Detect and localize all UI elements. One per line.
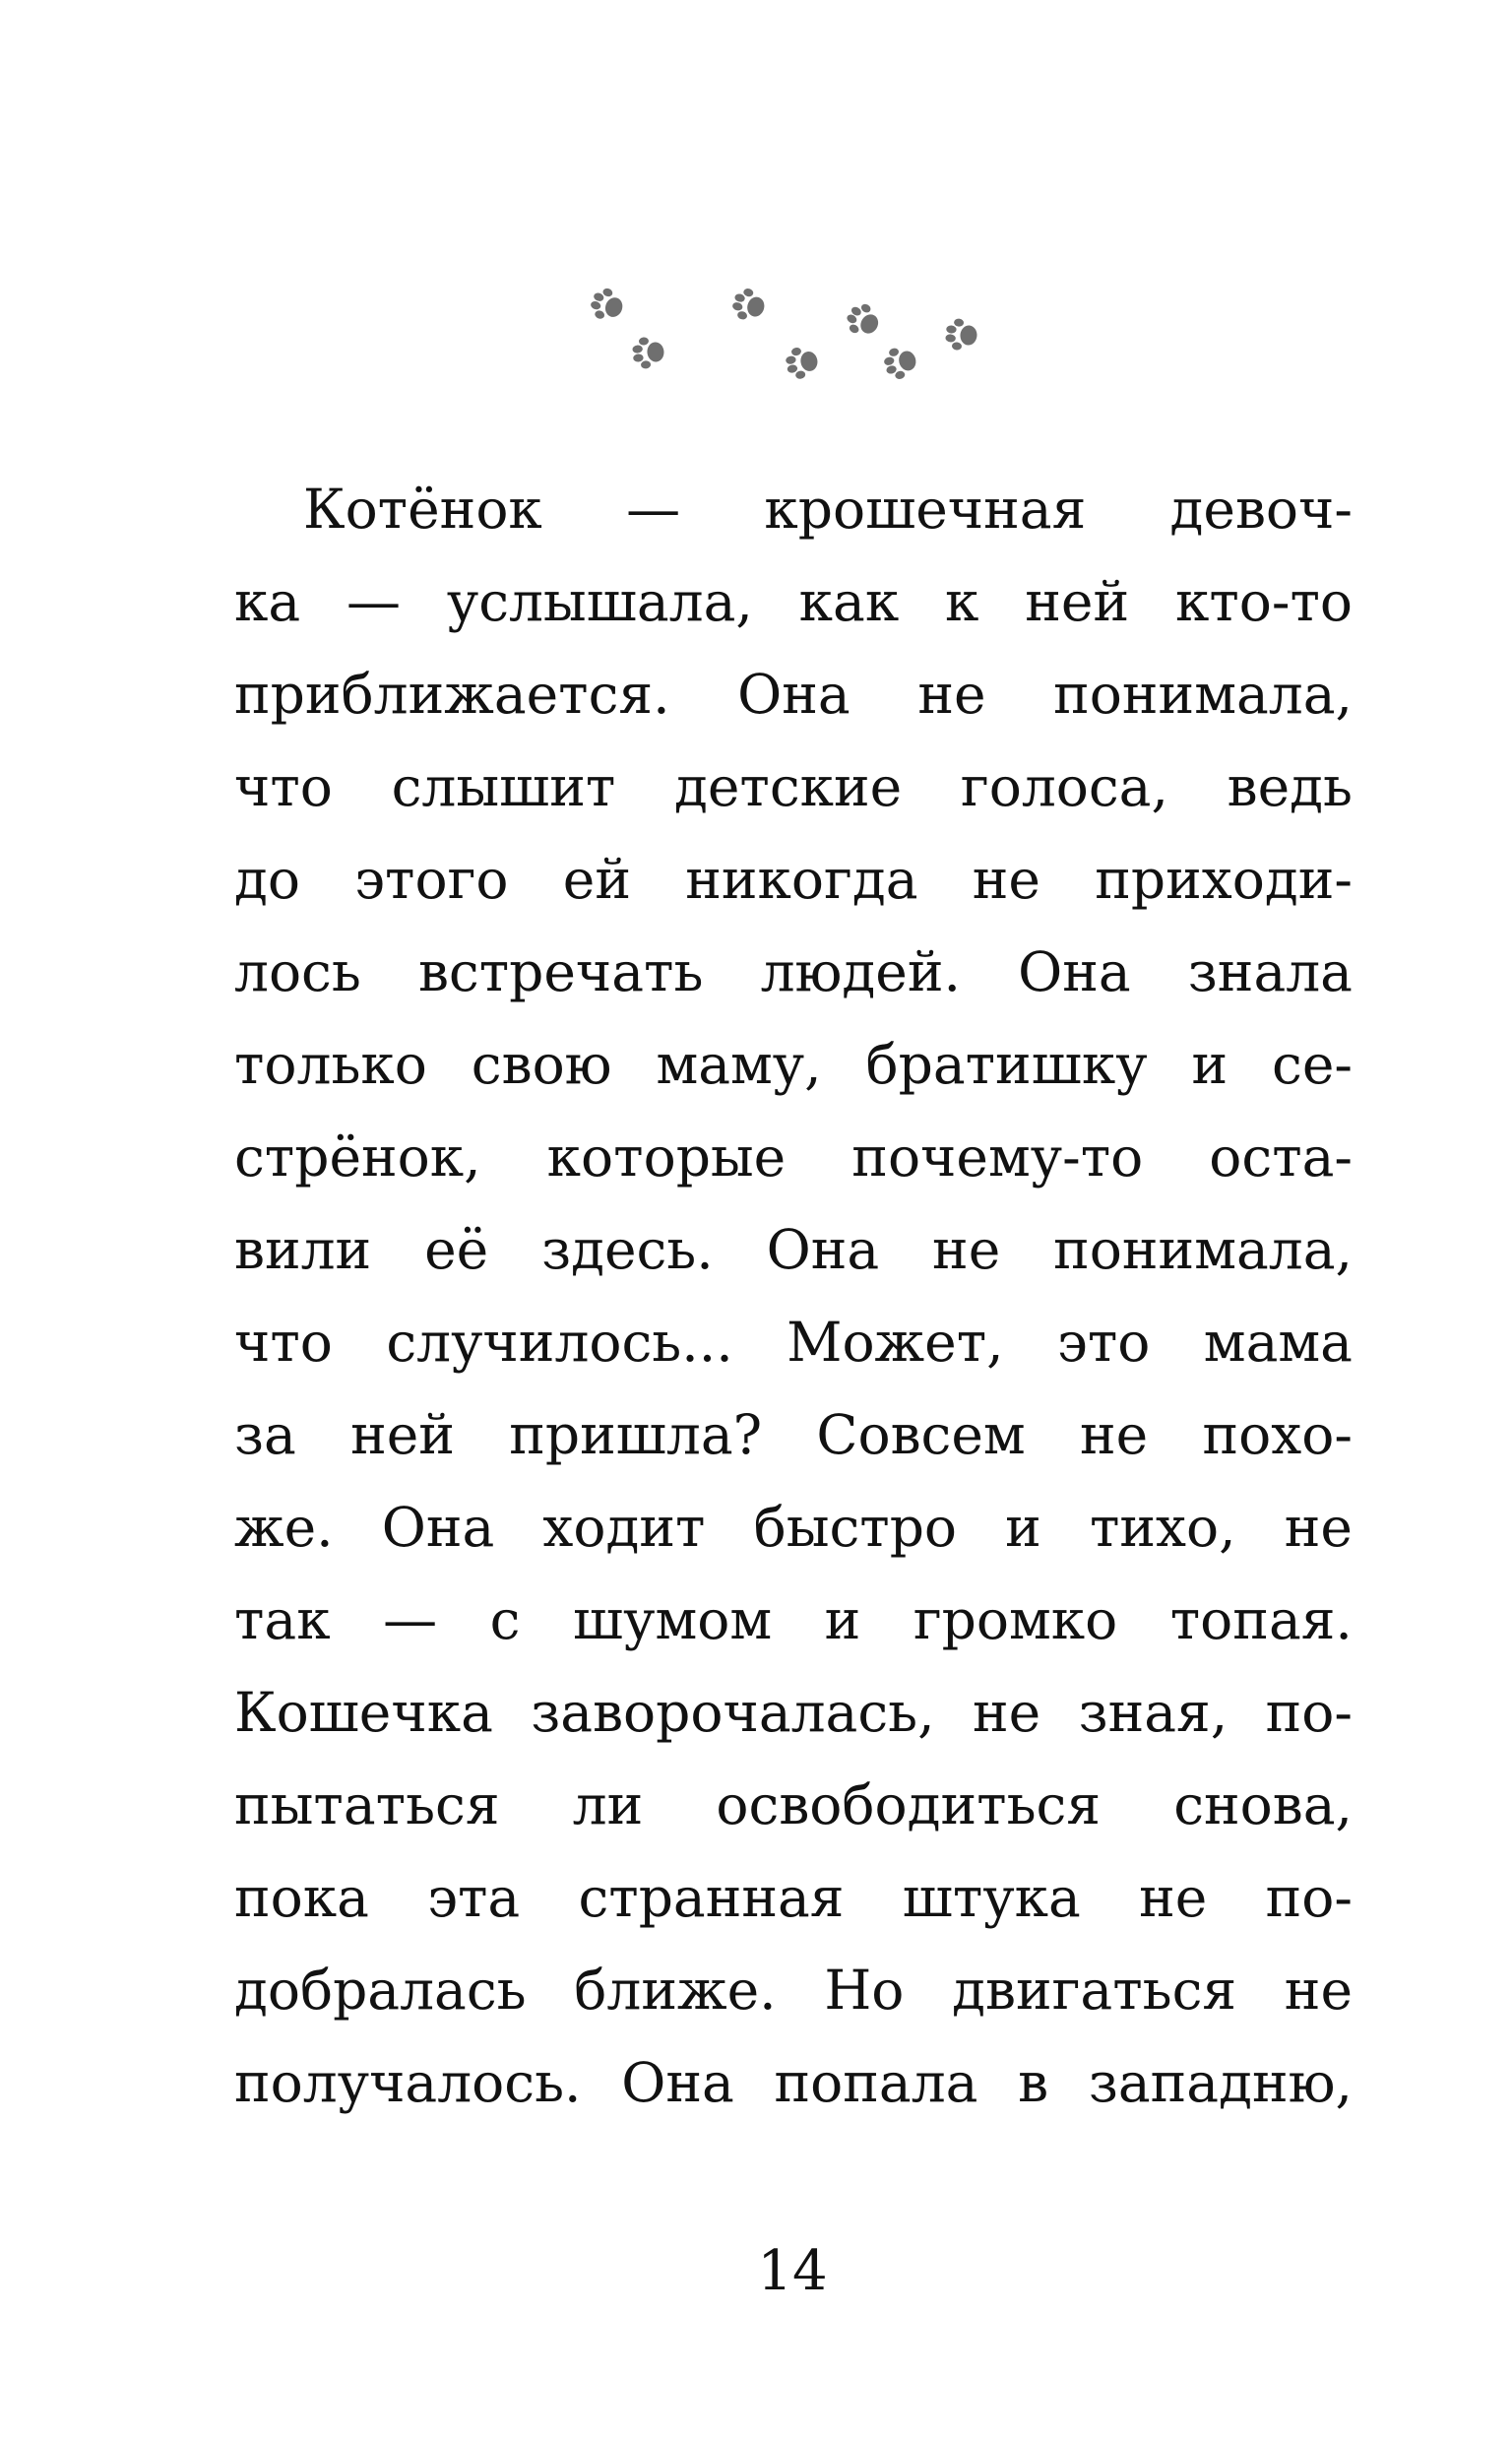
word: се- <box>1272 1033 1353 1096</box>
word: которые <box>546 1125 787 1189</box>
word: её <box>424 1218 489 1281</box>
word: голоса, <box>960 755 1168 818</box>
text-line <box>234 1296 1353 1388</box>
word: Котёнок <box>303 478 542 541</box>
word: Кошечка <box>234 1681 493 1744</box>
word: лось <box>234 940 361 1003</box>
word: Она <box>737 663 850 726</box>
word: снова, <box>1173 1773 1353 1836</box>
word: — <box>383 1588 438 1651</box>
text-line <box>234 740 1353 833</box>
paw-print-icon <box>941 313 983 355</box>
word: это <box>1057 1311 1151 1374</box>
word: ходит <box>542 1496 706 1559</box>
word: быстро <box>753 1496 958 1559</box>
page-number: 14 <box>757 2239 828 2303</box>
word: к <box>945 570 979 633</box>
word: ли <box>572 1773 644 1836</box>
word: по- <box>1265 1866 1353 1929</box>
word: заворочалась, <box>531 1681 935 1744</box>
text-line <box>234 1666 1353 1759</box>
paw-print-icon <box>838 294 892 349</box>
word: этого <box>354 848 509 911</box>
word: по- <box>1265 1681 1353 1744</box>
word: понимала, <box>1053 1218 1353 1281</box>
word: странная <box>578 1866 845 1929</box>
word: услышала, <box>446 570 753 633</box>
word: пришла? <box>509 1403 763 1466</box>
word: добралась <box>234 1959 527 2022</box>
body-text <box>234 463 1353 2129</box>
word: и <box>824 1588 861 1651</box>
word: — <box>346 570 401 633</box>
text-line <box>234 1759 1353 1851</box>
paw-print-icon <box>878 339 926 387</box>
text-line <box>234 1388 1353 1481</box>
paw-print-icon <box>628 331 670 373</box>
word: ближе. <box>574 1959 777 2022</box>
word: мама <box>1203 1311 1353 1374</box>
word: свою <box>471 1033 612 1096</box>
word: кто-то <box>1174 570 1353 633</box>
word: девоч- <box>1169 478 1353 541</box>
paw-print-icon <box>781 340 826 385</box>
word: же. <box>234 1496 334 1559</box>
word: встречать <box>417 940 704 1003</box>
word: понимала, <box>1053 663 1353 726</box>
paw-prints-ornament <box>581 286 994 404</box>
word: — <box>626 478 681 541</box>
text-line <box>234 1481 1353 1574</box>
text-line <box>234 1851 1353 1944</box>
word: как <box>798 570 900 633</box>
word: Она <box>766 1218 880 1281</box>
word: топая. <box>1169 1588 1353 1651</box>
word: не <box>917 663 986 726</box>
text-line <box>234 555 1353 648</box>
word: никогда <box>685 848 918 911</box>
word: пока <box>234 1866 369 1929</box>
word: ей <box>562 848 631 911</box>
word: что <box>234 1311 333 1374</box>
word: громко <box>913 1588 1118 1651</box>
word: здесь. <box>541 1218 714 1281</box>
word: Она <box>621 2051 734 2114</box>
paw-print-icon <box>726 282 775 330</box>
word: случилось... <box>386 1311 733 1374</box>
text-line <box>234 1018 1353 1111</box>
word: знала <box>1187 940 1353 1003</box>
text-line <box>234 1944 1353 2036</box>
word: детские <box>673 755 903 818</box>
word: вили <box>234 1218 372 1281</box>
word: получалось. <box>234 2051 582 2114</box>
word: пытаться <box>234 1773 500 1836</box>
word: людей. <box>760 940 961 1003</box>
text-line <box>234 926 1353 1018</box>
text-line <box>234 463 1353 555</box>
word: зная, <box>1078 1681 1228 1744</box>
word: Она <box>1018 940 1131 1003</box>
word: шумом <box>572 1588 773 1651</box>
word: до <box>234 848 300 911</box>
word: двигаться <box>952 1959 1237 2022</box>
text-line <box>234 2036 1353 2129</box>
word: Может, <box>787 1311 1004 1374</box>
word: штука <box>902 1866 1081 1929</box>
word: западню, <box>1088 2051 1353 2114</box>
text-line <box>234 833 1353 926</box>
word: не <box>1079 1403 1149 1466</box>
word: ней <box>1025 570 1130 633</box>
word: так <box>234 1588 331 1651</box>
word: за <box>234 1403 296 1466</box>
word: ней <box>350 1403 455 1466</box>
word: не <box>972 1681 1041 1744</box>
word: оста- <box>1209 1125 1353 1189</box>
word: в <box>1018 2051 1049 2114</box>
word: почему-то <box>851 1125 1144 1189</box>
word: Она <box>381 1496 495 1559</box>
word: эта <box>427 1866 521 1929</box>
word: братишку <box>865 1033 1148 1096</box>
word: освободиться <box>716 1773 1102 1836</box>
word: и <box>1005 1496 1041 1559</box>
word: Совсем <box>816 1403 1026 1466</box>
word: похо- <box>1202 1403 1353 1466</box>
paw-print-icon <box>583 280 633 330</box>
word: ка <box>234 570 301 633</box>
word: слышит <box>391 755 616 818</box>
word: ведь <box>1227 755 1353 818</box>
word: Но <box>824 1959 905 2022</box>
word: только <box>234 1033 427 1096</box>
word: что <box>234 755 333 818</box>
word: попала <box>774 2051 978 2114</box>
word: приближается. <box>234 663 670 726</box>
text-line <box>234 1203 1353 1296</box>
word: и <box>1191 1033 1228 1096</box>
word: не <box>1284 1496 1353 1559</box>
word: приходи- <box>1095 848 1353 911</box>
text-line <box>234 648 1353 740</box>
text-line <box>234 1574 1353 1666</box>
word: не <box>932 1218 1001 1281</box>
text-line <box>234 1111 1353 1203</box>
word: не <box>1139 1866 1208 1929</box>
word: не <box>1284 1959 1353 2022</box>
word: крошечная <box>764 478 1087 541</box>
word: не <box>972 848 1040 911</box>
word: стрёнок, <box>234 1125 481 1189</box>
word: маму, <box>656 1033 822 1096</box>
word: с <box>489 1588 521 1651</box>
word: тихо, <box>1089 1496 1236 1559</box>
